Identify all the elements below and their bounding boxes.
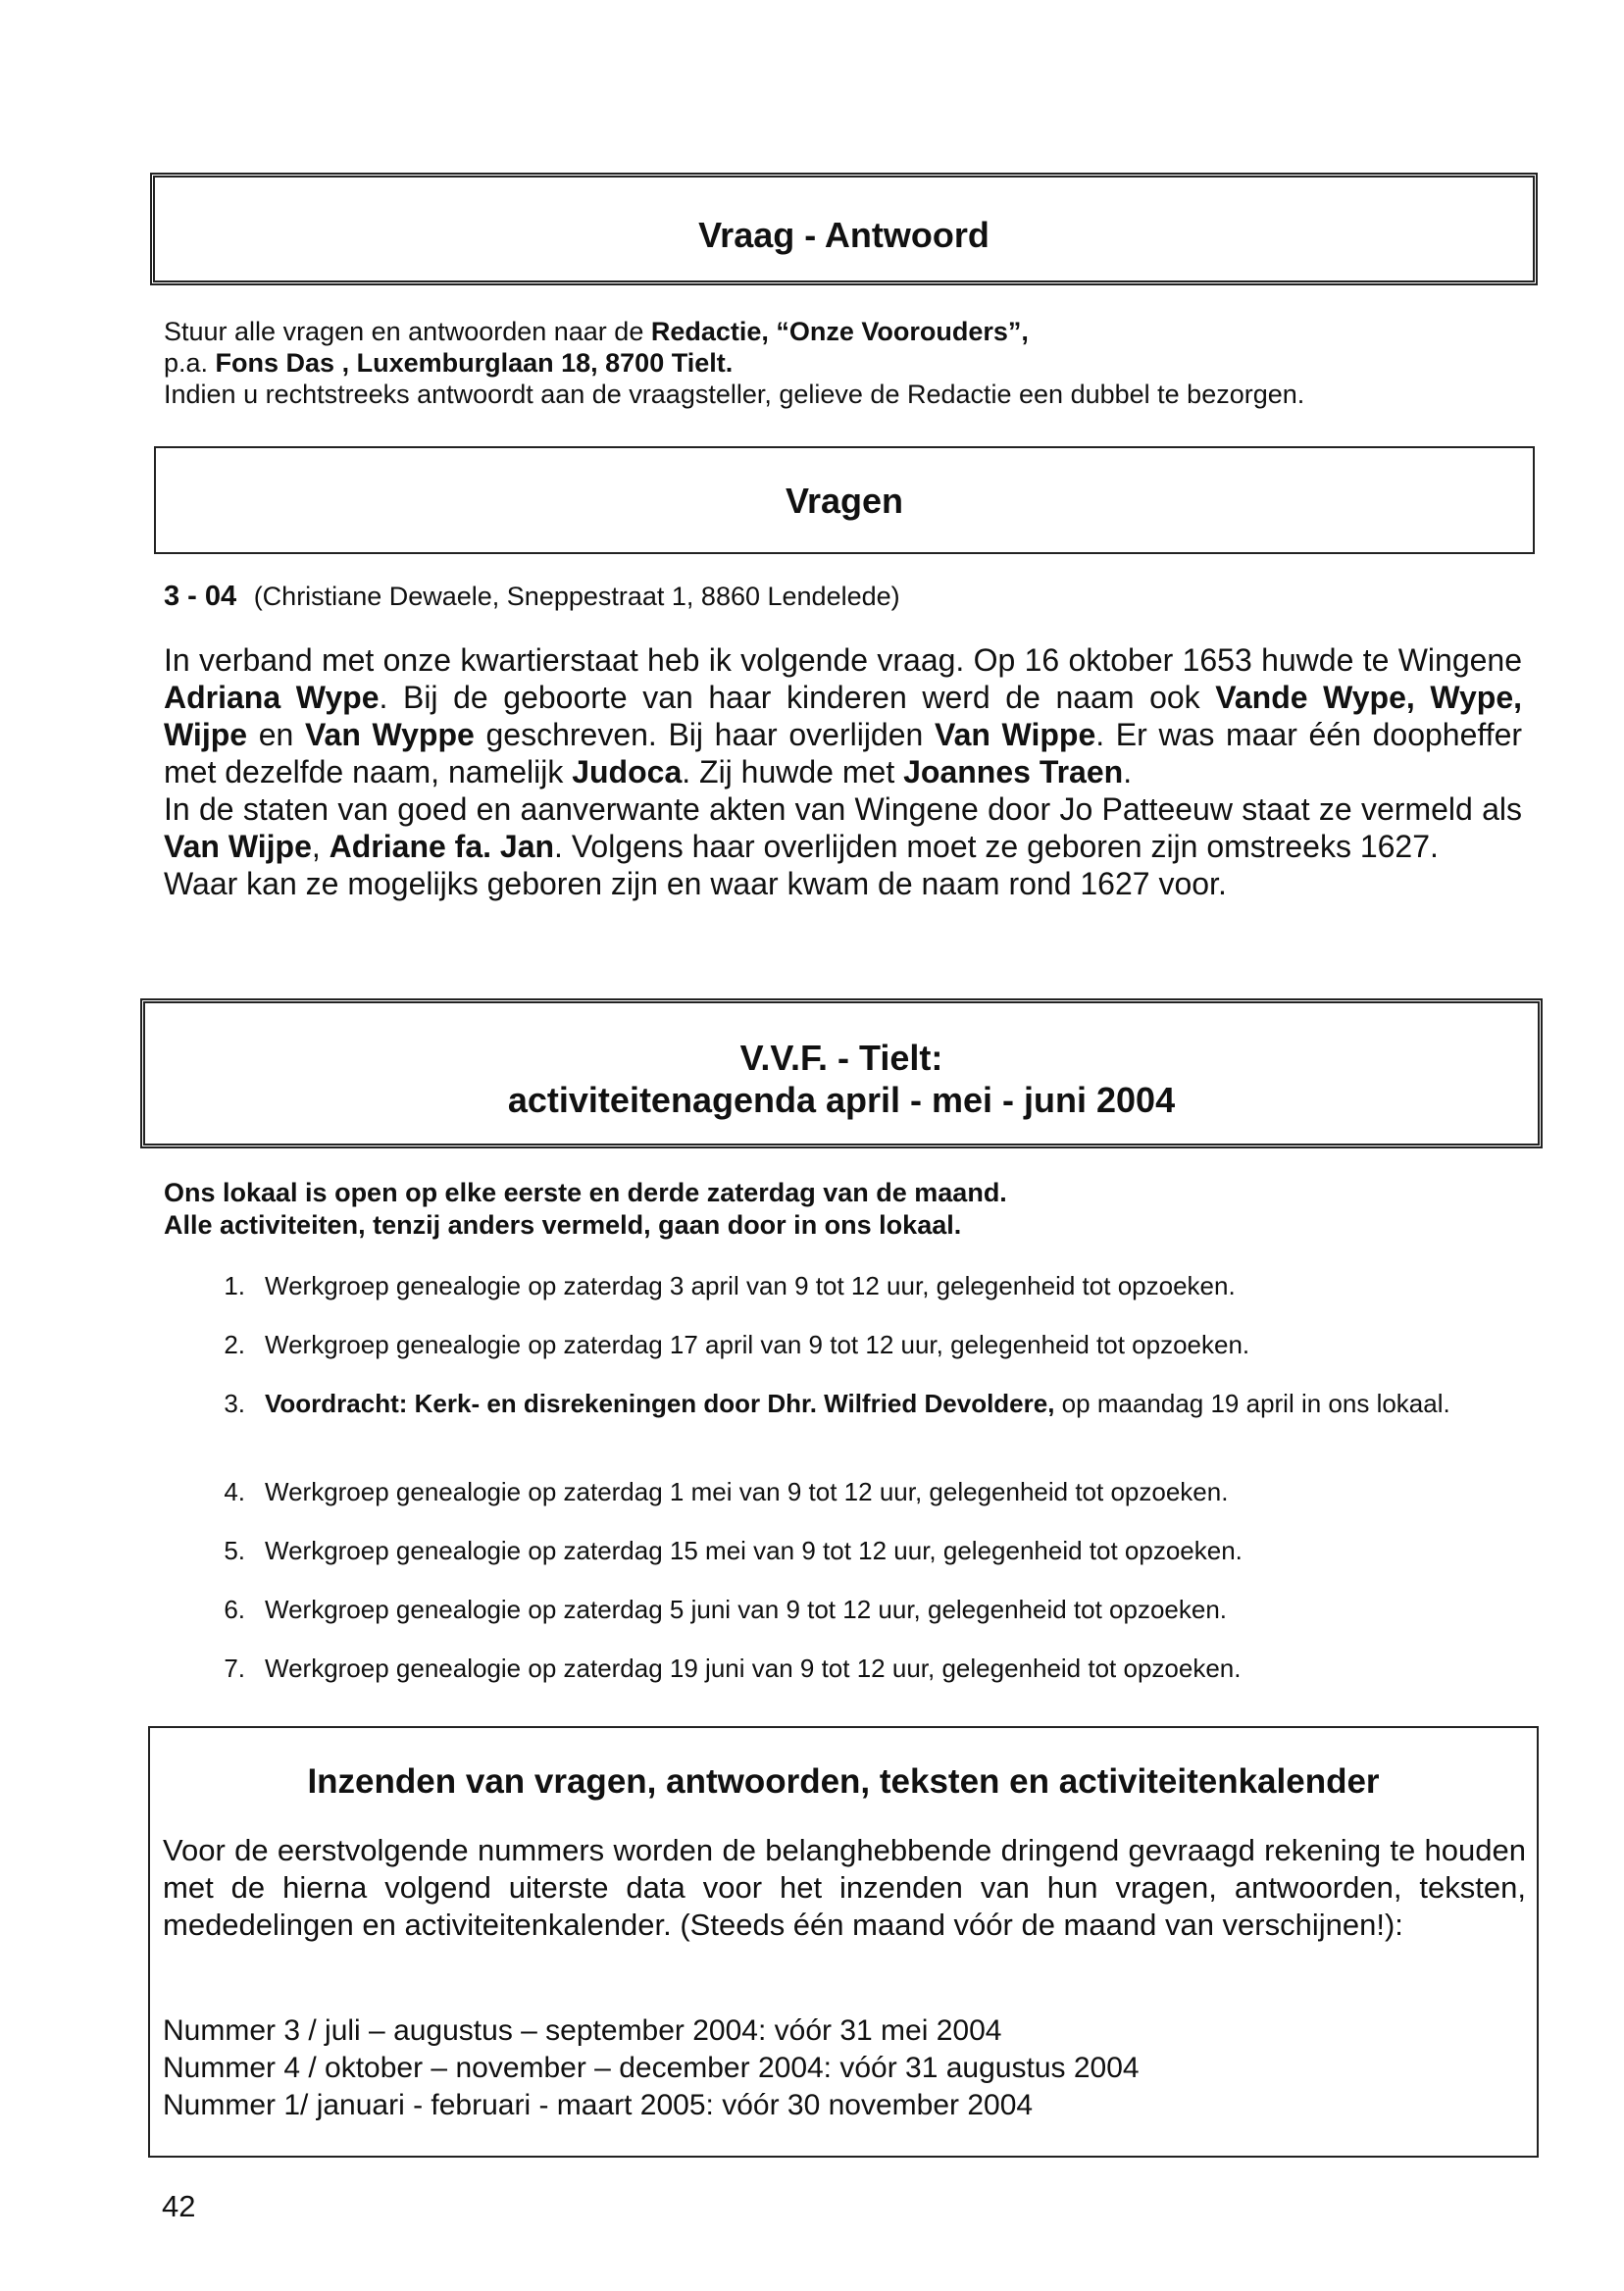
text-run: geschreven. Bij haar overlijden bbox=[474, 717, 935, 752]
text-run: . Zij huwde met bbox=[682, 754, 904, 789]
activity-description: Werkgroep genealogie op zaterdag 1 mei van 9 tot 12 uur, gelegenheid tot opzoeken. bbox=[265, 1477, 1229, 1506]
activity-item bbox=[206, 1271, 1522, 1302]
page-number: 42 bbox=[162, 2189, 196, 2223]
submit-title: Inzenden van vragen, antwoorden, teksten en activiteitenkalender bbox=[307, 1762, 1380, 1801]
question-id: 3 - 04 bbox=[164, 581, 237, 612]
activity-description: Werkgroep genealogie op zaterdag 5 juni van 9 tot 12 uur, gelegenheid tot opzoeken. bbox=[265, 1595, 1228, 1624]
title-box bbox=[150, 173, 1538, 285]
question-paragraph-2 bbox=[164, 790, 1522, 865]
activity-number: 1. bbox=[224, 1271, 245, 1300]
activity-item bbox=[206, 1595, 1522, 1626]
activity-item bbox=[206, 1477, 1522, 1508]
bold-name: Van Wijpe bbox=[164, 829, 312, 864]
activity-number: 2. bbox=[224, 1330, 245, 1359]
activity-text bbox=[265, 1477, 1522, 1506]
text-run: . Er was maar één doopheffer met dezelfde naam, namelijk bbox=[164, 717, 1523, 789]
activity-text bbox=[265, 1654, 1522, 1683]
vvf-note-open: Ons lokaal is open op elke eerste en derde zaterdag van de maand. bbox=[164, 1178, 1007, 1207]
bold-name: Adriana Wype bbox=[164, 680, 380, 715]
question-last-line: Waar kan ze mogelijks geboren zijn en waar kwam de naam rond 1627 voor. bbox=[164, 866, 1227, 901]
deadline-item: Nummer 4 / oktober – november – december 2004: vóór 31 augustus 2004 bbox=[163, 2052, 1140, 2084]
intro-block: Stuur alle vragen en antwoorden naar de Redactie, “Onze Voorouders”, p.a. Fons Das , Luxemburglaan 18, 8700 Tielt. Indien u rechtstreeks antwoordt aan de vraagsteller, gelieve de Redactie een dubbel te bezorgen. bbox=[164, 316, 1537, 410]
text-run: en bbox=[247, 717, 305, 752]
vvf-note-location: Alle activiteiten, tenzij anders vermeld, gaan door in ons lokaal. bbox=[164, 1210, 962, 1240]
question-paragraph-1 bbox=[164, 641, 1522, 790]
activity-item bbox=[206, 1654, 1522, 1685]
deadline-item: Nummer 3 / juli – augustus – september 2004: vóór 31 mei 2004 bbox=[163, 2014, 1002, 2047]
activity-item bbox=[206, 1389, 1522, 1451]
bold-name: Judoca bbox=[572, 754, 683, 789]
activity-text bbox=[265, 1330, 1522, 1359]
question-header bbox=[164, 581, 900, 612]
questions-box bbox=[154, 446, 1535, 554]
activity-highlight: Voordracht: Kerk- en disrekeningen door Dhr. Wilfried Devoldere, bbox=[265, 1389, 1055, 1418]
vvf-notes bbox=[164, 1177, 1007, 1242]
text-run: In de staten van goed en aanverwante akten van Wingene door Jo Patteeuw staat ze vermeld als bbox=[164, 791, 1522, 827]
activity-number: 6. bbox=[224, 1595, 245, 1624]
text-run: . bbox=[1123, 754, 1133, 789]
vvf-title-line2: activiteitenagenda april - mei - juni 2004 bbox=[507, 1080, 1176, 1120]
bold-name: Joannes Traen bbox=[903, 754, 1124, 789]
questions-title: Vragen bbox=[785, 481, 904, 521]
question-contact: (Christiane Dewaele, Sneppestraat 1, 8860 Lendelede) bbox=[253, 582, 900, 611]
intro-note: Indien u rechtstreeks antwoordt aan de vraagsteller, gelieve de Redactie een dubbel te bezorgen. bbox=[164, 380, 1305, 409]
question-body bbox=[164, 641, 1522, 902]
activity-list bbox=[206, 1271, 1522, 1722]
redaction-address: Fons Das , Luxemburglaan 18, 8700 Tielt. bbox=[215, 348, 734, 378]
activity-description: Werkgroep genealogie op zaterdag 15 mei van 9 tot 12 uur, gelegenheid tot opzoeken. bbox=[265, 1536, 1243, 1565]
activity-text bbox=[265, 1536, 1522, 1565]
activity-description: op maandag 19 april in ons lokaal. bbox=[1054, 1389, 1450, 1418]
vvf-box bbox=[140, 998, 1543, 1148]
bold-name: Van Wyppe bbox=[304, 717, 475, 752]
text-run: . Bij de geboorte van haar kinderen werd de naam ook bbox=[379, 680, 1216, 715]
activity-description: Werkgroep genealogie op zaterdag 3 april van 9 tot 12 uur, gelegenheid tot opzoeken. bbox=[265, 1271, 1236, 1300]
vvf-title-line1: V.V.F. - Tielt: bbox=[739, 1038, 943, 1078]
submit-paragraph: Voor de eerstvolgende nummers worden de belanghebbende dringend gevraagd rekening te houden met de hierna volgend uiterste data voor het inzenden van hun vragen, antwoorden, teksten, mededelingen en activiteitenkalender. (Steeds één maand vóór de maand van verschijnen!): bbox=[163, 1833, 1526, 1942]
activity-number: 3. bbox=[224, 1389, 245, 1418]
bold-name: Vande Wype, Wype, Wijpe bbox=[164, 680, 1523, 752]
page-title: Vraag - Antwoord bbox=[698, 215, 990, 255]
activity-number: 4. bbox=[224, 1477, 245, 1506]
activity-number: 7. bbox=[224, 1654, 245, 1683]
activity-item bbox=[206, 1330, 1522, 1361]
activity-text bbox=[265, 1271, 1522, 1300]
deadline-list bbox=[163, 2012, 1526, 2124]
activity-text bbox=[265, 1595, 1522, 1624]
text-run: , bbox=[311, 829, 330, 864]
activity-item bbox=[206, 1536, 1522, 1567]
activity-number: 5. bbox=[224, 1536, 245, 1565]
activity-description: Werkgroep genealogie op zaterdag 17 april van 9 tot 12 uur, gelegenheid tot opzoeken. bbox=[265, 1330, 1250, 1359]
redaction-name: Redactie, “Onze Voorouders”, bbox=[650, 317, 1029, 346]
bold-name: Adriane fa. Jan bbox=[329, 829, 555, 864]
text-run: . Volgens haar overlijden moet ze geboren zijn omstreeks 1627. bbox=[554, 829, 1439, 864]
activity-description: Werkgroep genealogie op zaterdag 19 juni van 9 tot 12 uur, gelegenheid tot opzoeken. bbox=[265, 1654, 1242, 1683]
deadline-item: Nummer 1/ januari - februari - maart 2005: vóór 30 november 2004 bbox=[163, 2089, 1034, 2121]
activity-text bbox=[265, 1389, 1522, 1418]
submit-box bbox=[148, 1726, 1539, 2158]
bold-name: Van Wippe bbox=[934, 717, 1096, 752]
text-run: In verband met onze kwartierstaat heb ik volgende vraag. Op 16 oktober 1653 huwde te Wingene bbox=[164, 642, 1522, 678]
